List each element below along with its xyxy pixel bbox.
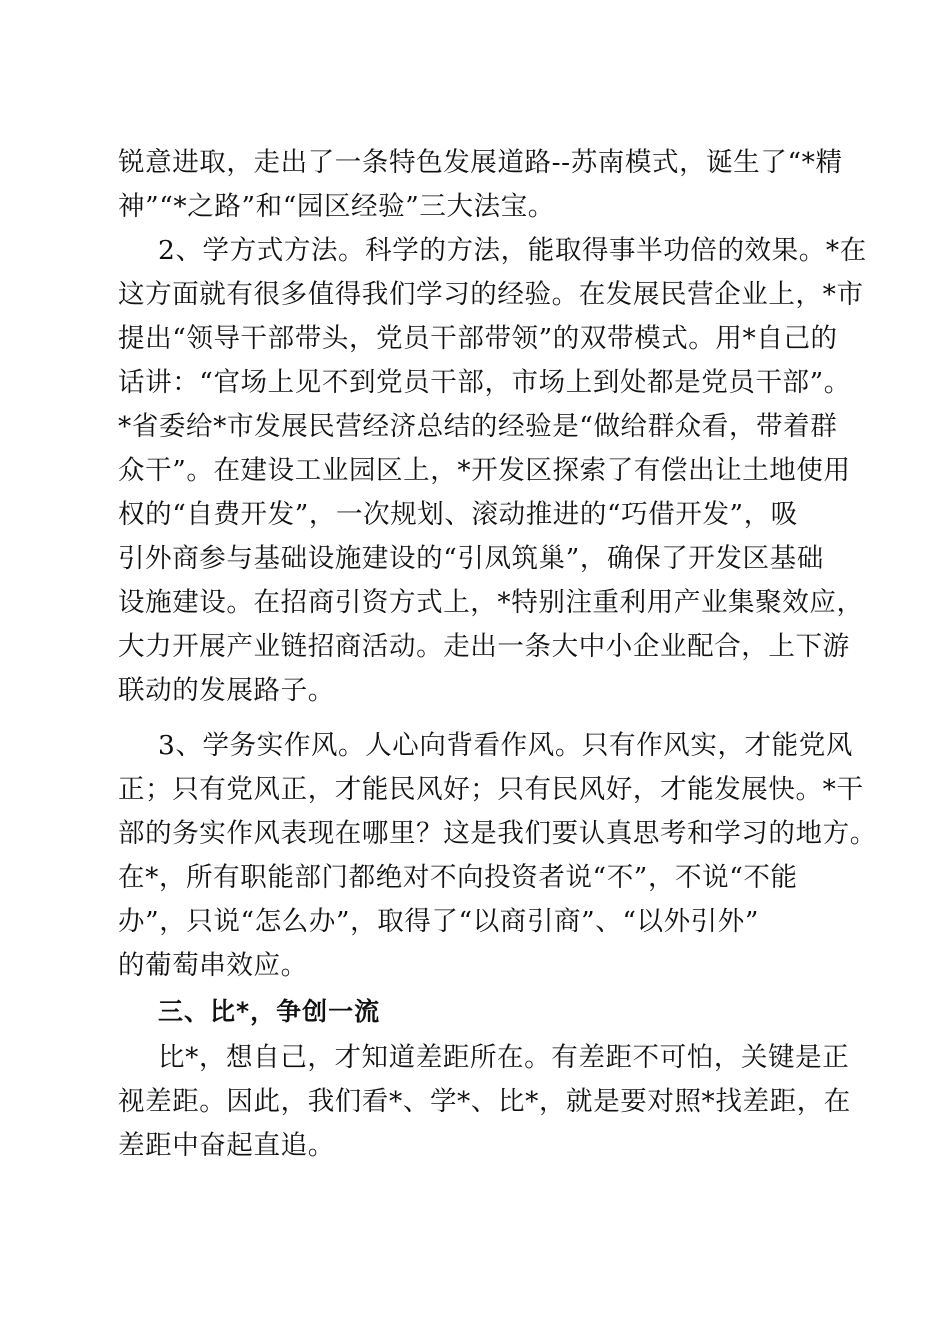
text-line-6: 话讲：“官场上见不到党员干部，市场上到处都是党员干部”。	[118, 367, 851, 398]
text-line-7: *省委给*市发展民营经济总结的经验是“做给群众看，带着群	[118, 411, 838, 442]
text-line-9: 权的“自费开发”，一次规划、滚动推进的“巧借开发”，吸	[118, 499, 798, 530]
text-line-8: 众干”。在建设工业园区上，*开发区探索了有偿出让土地使用	[118, 455, 851, 486]
text-line-4: 这方面就有很多值得我们学习的经验。在发展民营企业上，*市	[118, 279, 864, 310]
text-line-16: 部的务实作风表现在哪里？这是我们要认真思考和学习的地方。	[118, 818, 877, 849]
section-heading: 三、比*，争创一流	[158, 997, 381, 1026]
text-line-22: 视差距。因此，我们看*、学*、比*，就是要对照*找差距，在	[118, 1086, 851, 1117]
text-line-18: 办”，只说“怎么办”，取得了“以商引商”、“以外引外”	[118, 906, 760, 937]
text-line-13: 联动的发展路子。	[118, 675, 335, 706]
paragraph-3-start: 3、学务实作风。人心向背看作风。只有作风实，才能党风	[158, 730, 853, 761]
text-line-15: 正；只有党风正，才能民风好；只有民风好，才能发展快。*干	[118, 774, 864, 805]
paragraph-4-start: 比*，想自己，才知道差距所在。有差距不可怕，关键是正	[158, 1042, 850, 1073]
paragraph-2-start: 2、学方式方法。科学的方法，能取得事半功倍的效果。*在	[158, 235, 867, 266]
text-line-19: 的葡萄串效应。	[118, 950, 308, 981]
text-line-17: 在*，所有职能部门都绝对不向投资者说“不”，不说“不能	[118, 862, 798, 893]
text-line-23: 差距中奋起直追。	[118, 1130, 335, 1161]
text-line-1: 锐意进取，走出了一条特色发展道路--苏南模式，诞生了“*精	[118, 147, 843, 178]
text-line-10: 引外商参与基础设施建设的“引凤筑巢”，确保了开发区基础	[118, 543, 824, 574]
text-line-2: 神”“*之路”和“园区经验”三大法宝。	[118, 191, 555, 222]
text-line-11: 设施建设。在招商引资方式上，*特别注重利用产业集聚效应，	[118, 587, 864, 618]
text-line-5: 提出“领导干部带头，党员干部带领”的双带模式。用*自己的	[118, 323, 838, 354]
text-line-12: 大力开展产业链招商活动。走出一条大中小企业配合，上下游	[118, 631, 850, 662]
